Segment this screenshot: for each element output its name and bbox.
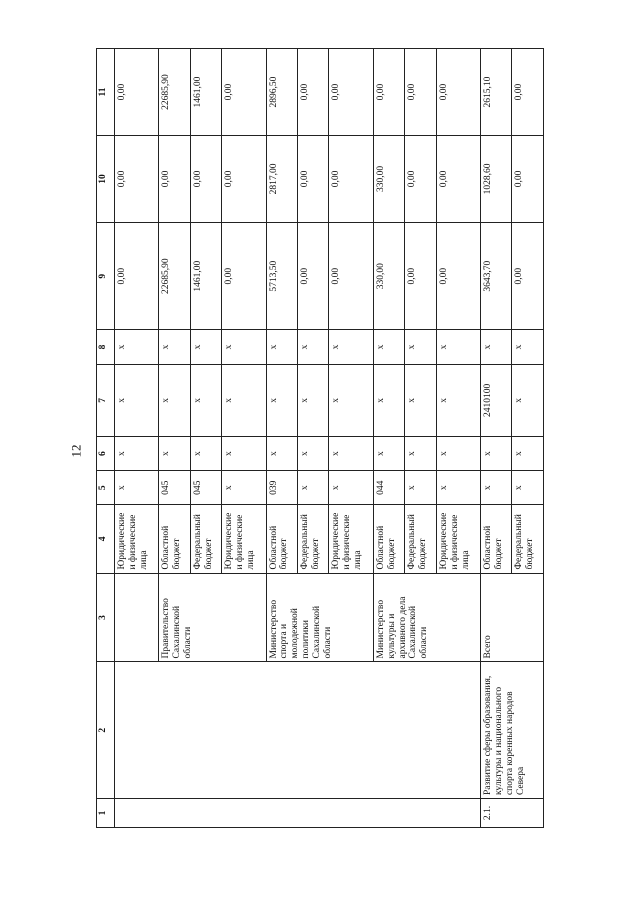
cell-c5: x <box>329 471 373 505</box>
page-number: 12 <box>68 444 84 458</box>
cell-c8: x <box>266 330 297 364</box>
cell-c8: x <box>115 330 159 364</box>
cell-c8: x <box>512 330 544 364</box>
cell-c5: x <box>115 471 159 505</box>
cell-c11: 1461,00 <box>190 49 221 136</box>
cell-c7: x <box>222 364 266 436</box>
cell-c8: x <box>222 330 266 364</box>
cell-c11: 0,00 <box>512 49 544 136</box>
cell-executor: Правительство Сахалинской области <box>159 573 266 662</box>
cell-source: Областной бюджет <box>266 505 297 573</box>
cell-source: Федеральный бюджет <box>405 505 436 573</box>
cell-c10: 0,00 <box>436 136 480 223</box>
cell-c10: 330,00 <box>373 136 404 223</box>
cell-c9: 3643,70 <box>480 222 511 330</box>
col-header-9: 9 <box>97 222 115 330</box>
cell-c6: x <box>512 437 544 471</box>
cell-c6: x <box>159 437 190 471</box>
rotated-table-container <box>96 48 544 828</box>
cell-c7: 2410100 <box>480 364 511 436</box>
cell-executor: Министерство спорта и молодежной политики Сахалинской области <box>266 573 373 662</box>
cell-source: Юридические и физические лица <box>115 505 159 573</box>
cell-c8: x <box>480 330 511 364</box>
col-header-8: 8 <box>97 330 115 364</box>
cell-source: Федеральный бюджет <box>190 505 221 573</box>
cell-c7: x <box>159 364 190 436</box>
cell-name: Развитие сферы образования, культуры и национального спорта коренных народов Севера <box>480 662 543 799</box>
cell-source: Федеральный бюджет <box>512 505 544 573</box>
rotated-table-wrapper <box>96 48 544 828</box>
cell-source: Юридические и физические лица <box>436 505 480 573</box>
cell-c10: 0,00 <box>512 136 544 223</box>
cell-name <box>115 662 481 799</box>
cell-c5: x <box>436 471 480 505</box>
cell-c5: x <box>405 471 436 505</box>
cell-c11: 0,00 <box>373 49 404 136</box>
cell-c11: 2896,50 <box>266 49 297 136</box>
cell-number <box>115 799 481 828</box>
cell-c5: x <box>512 471 544 505</box>
cell-source: Областной бюджет <box>480 505 511 573</box>
cell-c7: x <box>373 364 404 436</box>
cell-c8: x <box>405 330 436 364</box>
cell-c11: 22685,90 <box>159 49 190 136</box>
cell-c6: x <box>190 437 221 471</box>
cell-number: 2.1. <box>480 799 543 828</box>
cell-c6: x <box>329 437 373 471</box>
cell-c6: x <box>266 437 297 471</box>
cell-c6: x <box>373 437 404 471</box>
table-row <box>480 49 511 828</box>
cell-c8: x <box>159 330 190 364</box>
cell-c9: 0,00 <box>115 222 159 330</box>
col-header-4: 4 <box>97 505 115 573</box>
header-row <box>97 49 115 828</box>
cell-c9: 330,00 <box>373 222 404 330</box>
cell-c11: 2615,10 <box>480 49 511 136</box>
cell-c8: x <box>329 330 373 364</box>
cell-source: Федеральный бюджет <box>297 505 328 573</box>
cell-source: Областной бюджет <box>373 505 404 573</box>
cell-c9: 5713,50 <box>266 222 297 330</box>
cell-c8: x <box>297 330 328 364</box>
cell-c10: 0,00 <box>297 136 328 223</box>
cell-c6: x <box>405 437 436 471</box>
cell-source: Областной бюджет <box>159 505 190 573</box>
cell-c9: 1461,00 <box>190 222 221 330</box>
cell-c10: 1028,60 <box>480 136 511 223</box>
cell-c7: x <box>190 364 221 436</box>
cell-c5: 044 <box>373 471 404 505</box>
table-row <box>115 49 159 828</box>
col-header-11: 11 <box>97 49 115 136</box>
cell-c9: 22685,90 <box>159 222 190 330</box>
col-header-5: 5 <box>97 471 115 505</box>
cell-c10: 0,00 <box>222 136 266 223</box>
cell-c11: 0,00 <box>436 49 480 136</box>
cell-c7: x <box>329 364 373 436</box>
cell-c9: 0,00 <box>222 222 266 330</box>
cell-c7: x <box>436 364 480 436</box>
cell-c5: 045 <box>190 471 221 505</box>
cell-c9: 0,00 <box>405 222 436 330</box>
cell-c6: x <box>297 437 328 471</box>
cell-c10: 0,00 <box>190 136 221 223</box>
cell-c5: 039 <box>266 471 297 505</box>
cell-c6: x <box>436 437 480 471</box>
cell-c6: x <box>115 437 159 471</box>
cell-c8: x <box>190 330 221 364</box>
cell-c6: x <box>480 437 511 471</box>
cell-c10: 0,00 <box>115 136 159 223</box>
col-header-7: 7 <box>97 364 115 436</box>
cell-c7: x <box>266 364 297 436</box>
cell-c11: 0,00 <box>329 49 373 136</box>
col-header-6: 6 <box>97 437 115 471</box>
cell-c10: 0,00 <box>405 136 436 223</box>
cell-c9: 0,00 <box>297 222 328 330</box>
cell-c5: x <box>222 471 266 505</box>
cell-c8: x <box>436 330 480 364</box>
col-header-3: 3 <box>97 573 115 662</box>
cell-c7: x <box>512 364 544 436</box>
col-header-2: 2 <box>97 662 115 799</box>
cell-c7: x <box>405 364 436 436</box>
cell-source: Юридические и физические лица <box>329 505 373 573</box>
cell-source: Юридические и физические лица <box>222 505 266 573</box>
cell-c5: 045 <box>159 471 190 505</box>
cell-c9: 0,00 <box>512 222 544 330</box>
cell-c10: 0,00 <box>159 136 190 223</box>
cell-c10: 0,00 <box>329 136 373 223</box>
cell-c7: x <box>297 364 328 436</box>
cell-c10: 2817,00 <box>266 136 297 223</box>
cell-c8: x <box>373 330 404 364</box>
cell-executor <box>115 573 159 662</box>
cell-c6: x <box>222 437 266 471</box>
cell-executor: Всего <box>480 573 543 662</box>
cell-executor: Министерство культуры и архивного дела Сахалинской области <box>373 573 480 662</box>
cell-c11: 0,00 <box>115 49 159 136</box>
cell-c11: 0,00 <box>222 49 266 136</box>
cell-c9: 0,00 <box>436 222 480 330</box>
cell-c11: 0,00 <box>405 49 436 136</box>
cell-c5: x <box>480 471 511 505</box>
cell-c11: 0,00 <box>297 49 328 136</box>
cell-c5: x <box>297 471 328 505</box>
budget-table <box>96 48 544 828</box>
col-header-1: 1 <box>97 799 115 828</box>
col-header-10: 10 <box>97 136 115 223</box>
cell-c7: x <box>115 364 159 436</box>
cell-c9: 0,00 <box>329 222 373 330</box>
